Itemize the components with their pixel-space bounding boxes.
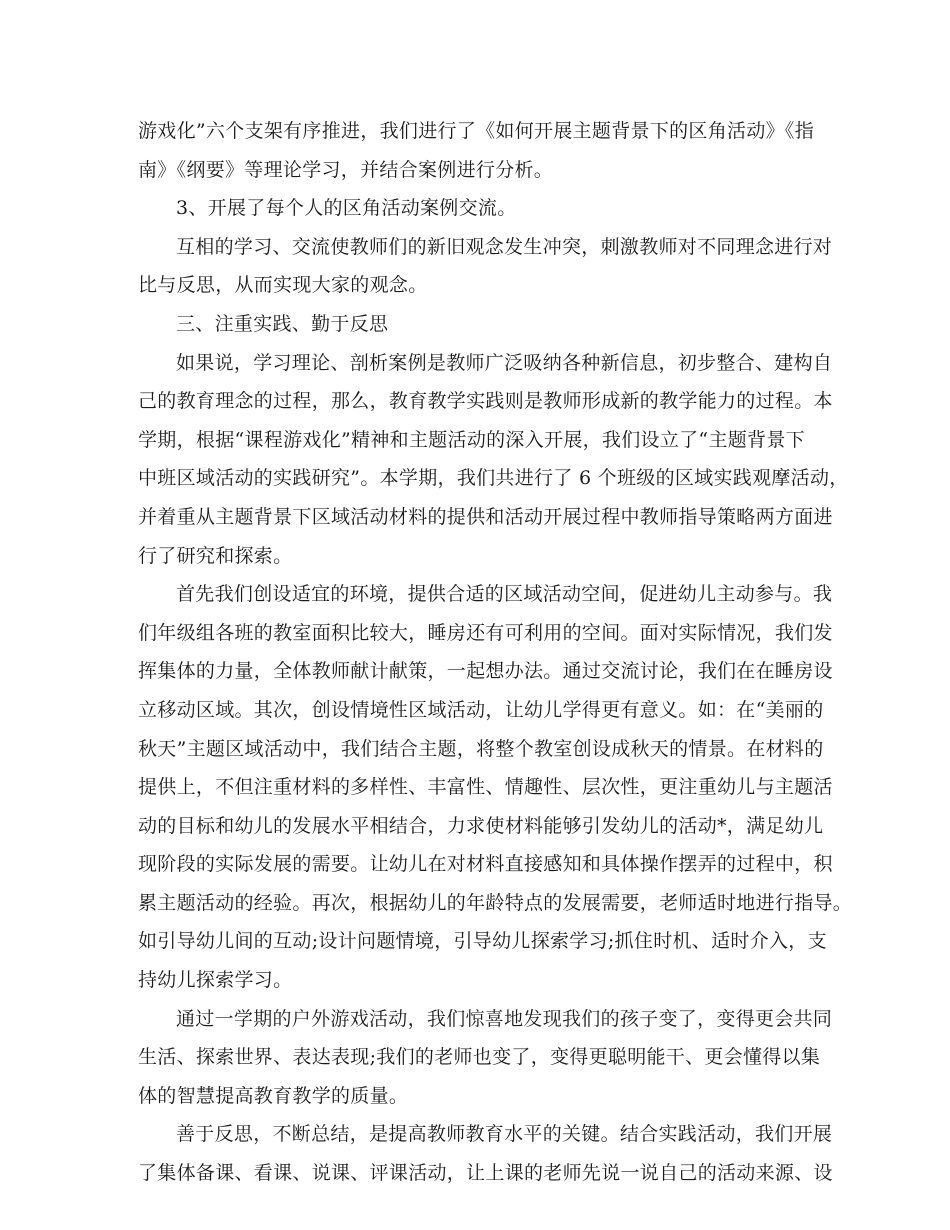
document-body bbox=[138, 112, 853, 1193]
text-line-1: 游戏化”六个支架有序推进，我们进行了《如何开展主题背景下的区角活动》《指 bbox=[138, 120, 815, 142]
text-line-4: 互相的学习、交流使教师们的新旧观念发生冲突，刺激教师对不同理念进行对 bbox=[176, 235, 833, 258]
section-heading: 三、注重实践、勤于反思 bbox=[176, 312, 389, 335]
text-line-22: 如引导幼儿间的互动;设计问题情境，引导幼儿探索学习;抓住时机、适时介入，支 bbox=[138, 930, 827, 953]
text-line-10: 中班区域活动的实践研究”。本学期，我们共进行了 6 个班级的区域实践观摩活动， bbox=[138, 467, 849, 490]
text-line-17: 秋天”主题区域活动中，我们结合主题，将整个教室创设成秋天的情景。在材料的 bbox=[138, 737, 824, 760]
text-line-5: 比与反思，从而实现大家的观念。 bbox=[138, 274, 428, 297]
text-line-25: 生活、探索世界、表达表现;我们的老师也变了，变得更聪明能干、更会懂得以集 bbox=[138, 1046, 821, 1069]
text-line-18: 提供上，不但注重材料的多样性、丰富性、情趣性、层次性，更注重幼儿与主题活 bbox=[138, 776, 833, 799]
text-line-2: 南》《纲要》等理论学习，并结合案例进行分析。 bbox=[138, 158, 554, 181]
text-line-9: 学期，根据“课程游戏化”精神和主题活动的深入开展，我们设立了“主题背景下 bbox=[138, 428, 805, 451]
text-line-11: 并着重从主题背景下区域活动材料的提供和活动开展过程中教师指导策略两方面进 bbox=[138, 505, 833, 528]
text-line-14: 们年级组各班的教室面积比较大，睡房还有可利用的空间。面对实际情况，我们发 bbox=[138, 621, 833, 644]
text-line-15: 挥集体的力量，全体教师献计献策，一起想办法。通过交流讨论，我们在在睡房设 bbox=[138, 660, 833, 683]
text-line-12: 行了研究和探索。 bbox=[138, 544, 293, 567]
text-line-19: 动的目标和幼儿的发展水平相结合，力求使材料能够引发幼儿的活动*，满足幼儿 bbox=[138, 814, 824, 837]
text-line-24: 通过一学期的户外游戏活动，我们惊喜地发现我们的孩子变了，变得更会共同 bbox=[176, 1007, 833, 1030]
text-line-23: 持幼儿探索学习。 bbox=[138, 969, 293, 992]
text-line-26: 体的智慧提高教育教学的质量。 bbox=[138, 1084, 409, 1107]
text-line-21: 累主题活动的经验。再次，根据幼儿的年龄特点的发展需要，老师适时地进行指导。 bbox=[138, 891, 853, 914]
text-line-7: 如果说，学习理论、剖析案例是教师广泛吸纳各种新信息，初步整合、建构自 bbox=[176, 351, 833, 374]
text-line-8: 己的教育理念的过程，那么，教育教学实践则是教师形成新的教学能力的过程。本 bbox=[138, 390, 833, 413]
text-line-28: 了集体备课、看课、说课、评课活动，让上课的老师先说一说自己的活动来源、设 bbox=[138, 1162, 833, 1185]
text-line-27: 善于反思，不断总结，是提高教师教育水平的关键。结合实践活动，我们开展 bbox=[176, 1123, 833, 1146]
text-line-3: 3、开展了每个人的区角活动案例交流。 bbox=[176, 197, 517, 220]
text-line-16: 立移动区域。其次，创设情境性区域活动，让幼儿学得更有意义。如：在“美丽的 bbox=[138, 698, 824, 721]
text-line-20: 现阶段的实际发展的需要。让幼儿在对材料直接感知和具体操作摆弄的过程中，积 bbox=[138, 853, 833, 876]
text-line-13: 首先我们创设适宜的环境，提供合适的区域活动空间，促进幼儿主动参与。我 bbox=[176, 583, 833, 606]
